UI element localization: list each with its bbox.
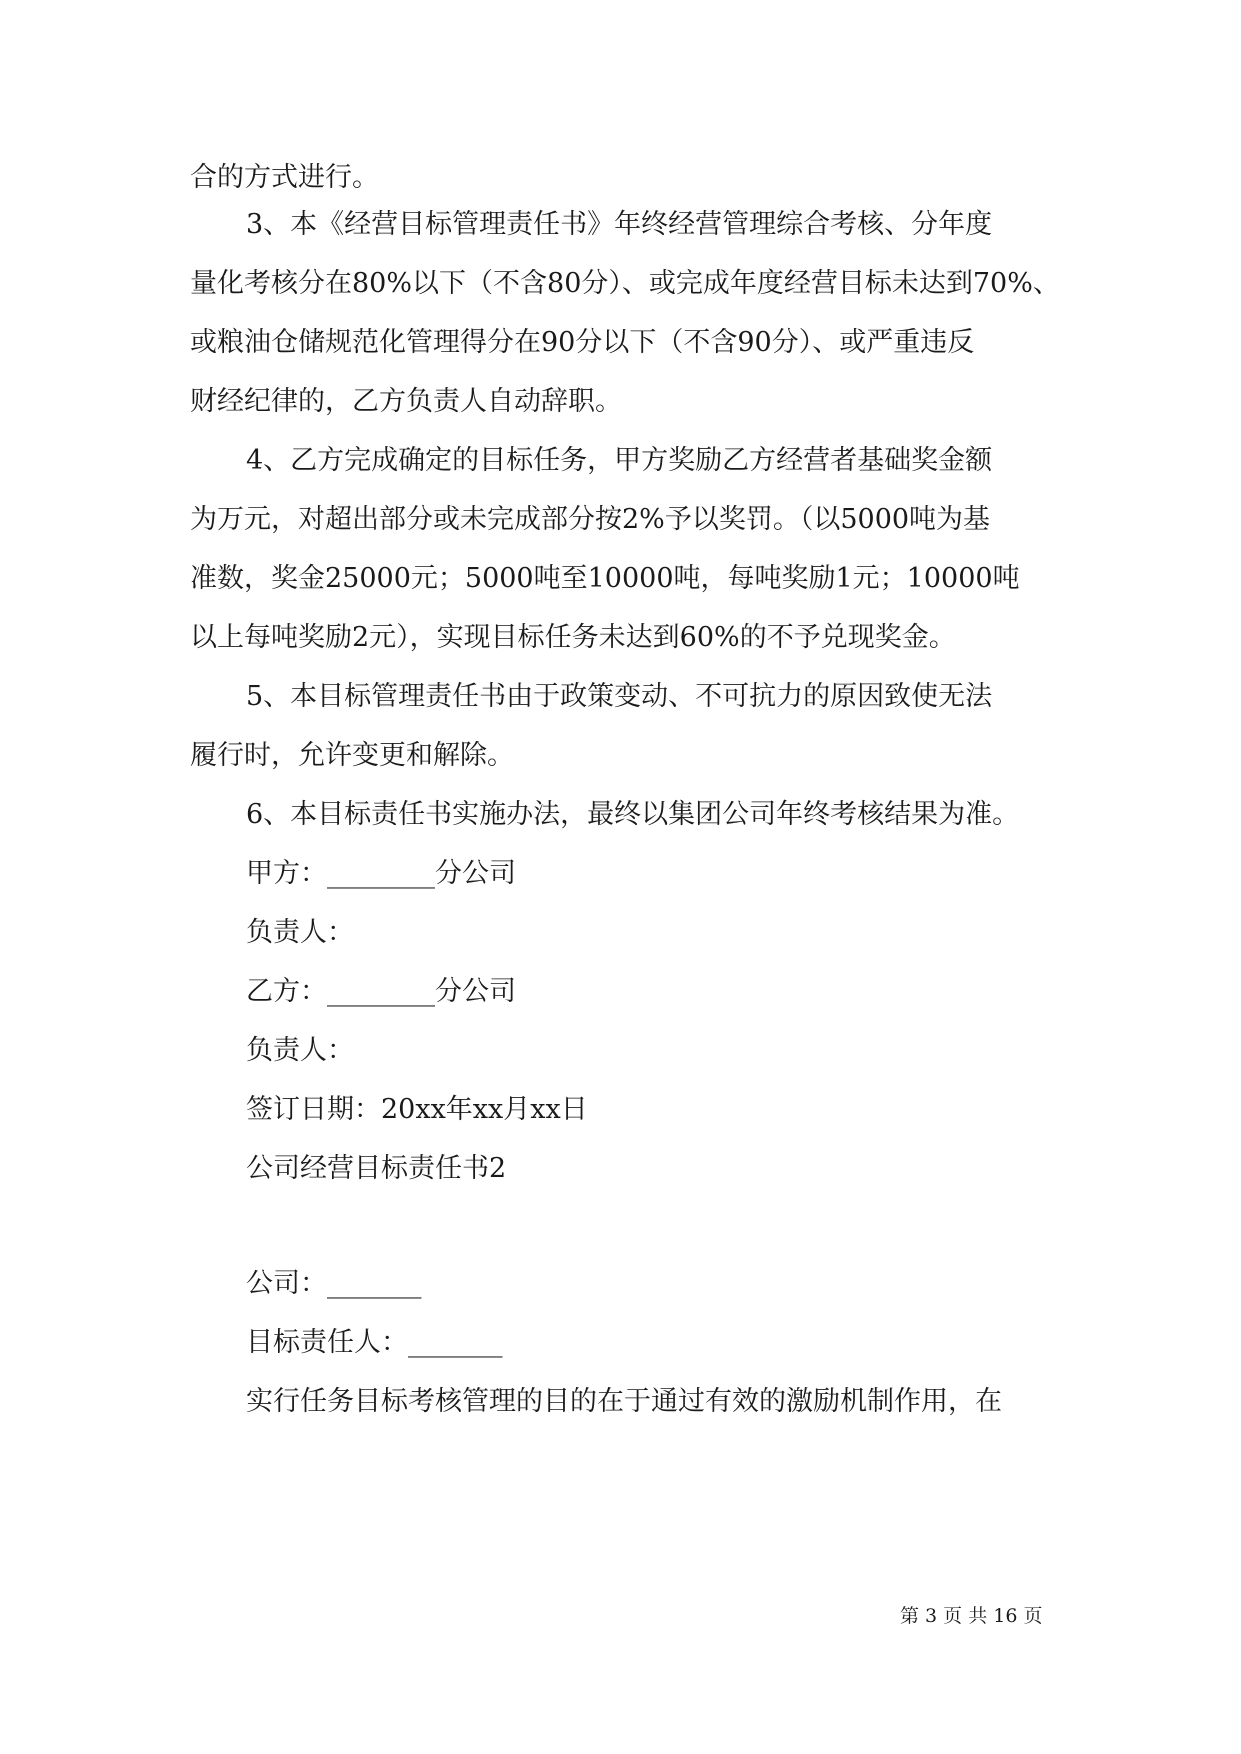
- paragraph-line-8: 准数，奖金25000元；5000吨至10000吨，每吨奖励1元；10000吨: [190, 563, 1020, 594]
- page-footer: 第 3 页 共 16 页: [900, 1605, 1043, 1627]
- target-responsible-line: 目标责任人：_______: [246, 1327, 503, 1358]
- paragraph-line-7: 为万元，对超出部分或未完成部分按2%予以奖罚。（以5000吨为基: [190, 504, 991, 535]
- party-a-line: 甲方：________分公司: [246, 858, 516, 889]
- party-b-principal-line: 负责人：: [246, 1035, 354, 1066]
- signing-date-line: 签订日期：20xx年xx月xx日: [246, 1094, 588, 1125]
- party-b-line: 乙方：________分公司: [246, 976, 516, 1007]
- party-a-principal-line: 负责人：: [246, 917, 354, 948]
- paragraph-line-4: 或粮油仓储规范化管理得分在90分以下（不含90分）、或严重违反: [190, 327, 975, 358]
- paragraph-line-12: 6、本目标责任书实施办法，最终以集团公司年终考核结果为准。: [246, 799, 1020, 830]
- paragraph-line-last: 实行任务目标考核管理的目的在于通过有效的激励机制作用，在: [246, 1386, 1002, 1417]
- paragraph-line-11: 履行时，允许变更和解除。: [190, 740, 514, 771]
- company-line: 公司：_______: [246, 1268, 422, 1299]
- paragraph-line-9: 以上每吨奖励2元），实现目标任务未达到60%的不予兑现奖金。: [190, 622, 956, 653]
- paragraph-line-10: 5、本目标管理责任书由于政策变动、不可抗力的原因致使无法: [246, 681, 993, 712]
- section-title: 公司经营目标责任书2: [246, 1153, 507, 1184]
- paragraph-line-3: 量化考核分在80%以下（不含80分）、或完成年度经营目标未达到70%、: [190, 268, 1060, 299]
- paragraph-line-1: 合的方式进行。: [190, 162, 379, 193]
- paragraph-line-2: 3、本《经营目标管理责任书》年终经营管理综合考核、分年度: [246, 209, 993, 240]
- paragraph-line-5: 财经纪律的，乙方负责人自动辞职。: [190, 386, 622, 417]
- paragraph-line-6: 4、乙方完成确定的目标任务，甲方奖励乙方经营者基础奖金额: [246, 445, 993, 476]
